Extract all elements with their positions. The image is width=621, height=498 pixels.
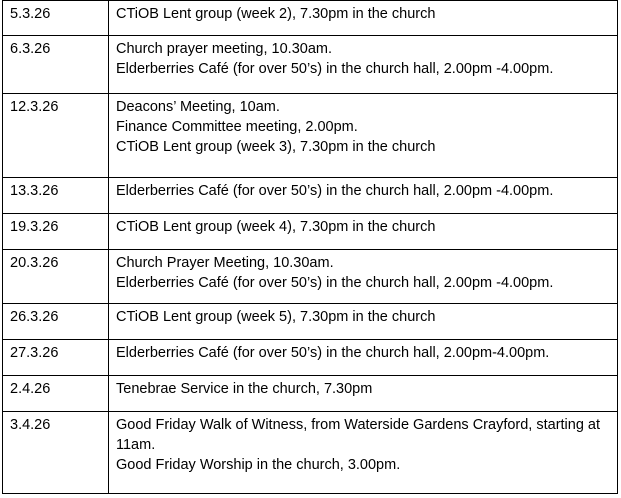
events-cell [109, 376, 618, 412]
event-line: Good Friday Worship in the church, 3.00pm. [116, 457, 401, 473]
date-cell: 5.3.26 [3, 1, 109, 36]
date-cell: 26.3.26 [3, 304, 109, 340]
event-line: CTiOB Lent group (week 2), 7.30pm in the church [116, 6, 436, 22]
events-cell [109, 36, 618, 94]
event-line: Elderberries Café (for over 50’s) in the church hall, 2.00pm -4.00pm. [116, 61, 554, 77]
table-row [3, 340, 618, 376]
table-row [3, 412, 618, 494]
date-cell: 27.3.26 [3, 340, 109, 376]
event-line: CTiOB Lent group (week 5), 7.30pm in the church [116, 309, 436, 325]
events-cell [109, 304, 618, 340]
event-line: Tenebrae Service in the church, 7.30pm [116, 381, 373, 397]
table-row [3, 250, 618, 304]
events-cell [109, 250, 618, 304]
events-cell [109, 214, 618, 250]
events-cell [109, 1, 618, 36]
events-calendar-table [2, 0, 618, 494]
date-cell: 12.3.26 [3, 94, 109, 178]
date-cell: 13.3.26 [3, 178, 109, 214]
date-cell: 2.4.26 [3, 376, 109, 412]
table-row [3, 94, 618, 178]
table-row [3, 178, 618, 214]
date-cell: 3.4.26 [3, 412, 109, 494]
events-cell [109, 412, 618, 494]
event-line: Elderberries Café (for over 50’s) in the church hall, 2.00pm -4.00pm. [116, 275, 554, 291]
date-cell: 20.3.26 [3, 250, 109, 304]
table-row [3, 376, 618, 412]
event-line: Deacons’ Meeting, 10am. [116, 99, 280, 115]
events-cell [109, 178, 618, 214]
events-cell [109, 94, 618, 178]
date-cell: 6.3.26 [3, 36, 109, 94]
table-row [3, 214, 618, 250]
date-cell: 19.3.26 [3, 214, 109, 250]
table-row [3, 1, 618, 36]
calendar-body [3, 1, 618, 494]
event-line: Elderberries Café (for over 50’s) in the church hall, 2.00pm -4.00pm. [116, 183, 554, 199]
event-line: CTiOB Lent group (week 3), 7.30pm in the church [116, 139, 436, 155]
event-line: Church Prayer Meeting, 10.30am. [116, 255, 334, 271]
event-line: Good Friday Walk of Witness, from Waterside Gardens Crayford, starting at 11am. [116, 417, 601, 453]
events-cell [109, 340, 618, 376]
event-line: CTiOB Lent group (week 4), 7.30pm in the church [116, 219, 436, 235]
event-line: Elderberries Café (for over 50’s) in the church hall, 2.00pm-4.00pm. [116, 345, 550, 361]
table-row [3, 36, 618, 94]
event-line: Finance Committee meeting, 2.00pm. [116, 119, 358, 135]
event-line: Church prayer meeting, 10.30am. [116, 41, 332, 57]
table-row [3, 304, 618, 340]
